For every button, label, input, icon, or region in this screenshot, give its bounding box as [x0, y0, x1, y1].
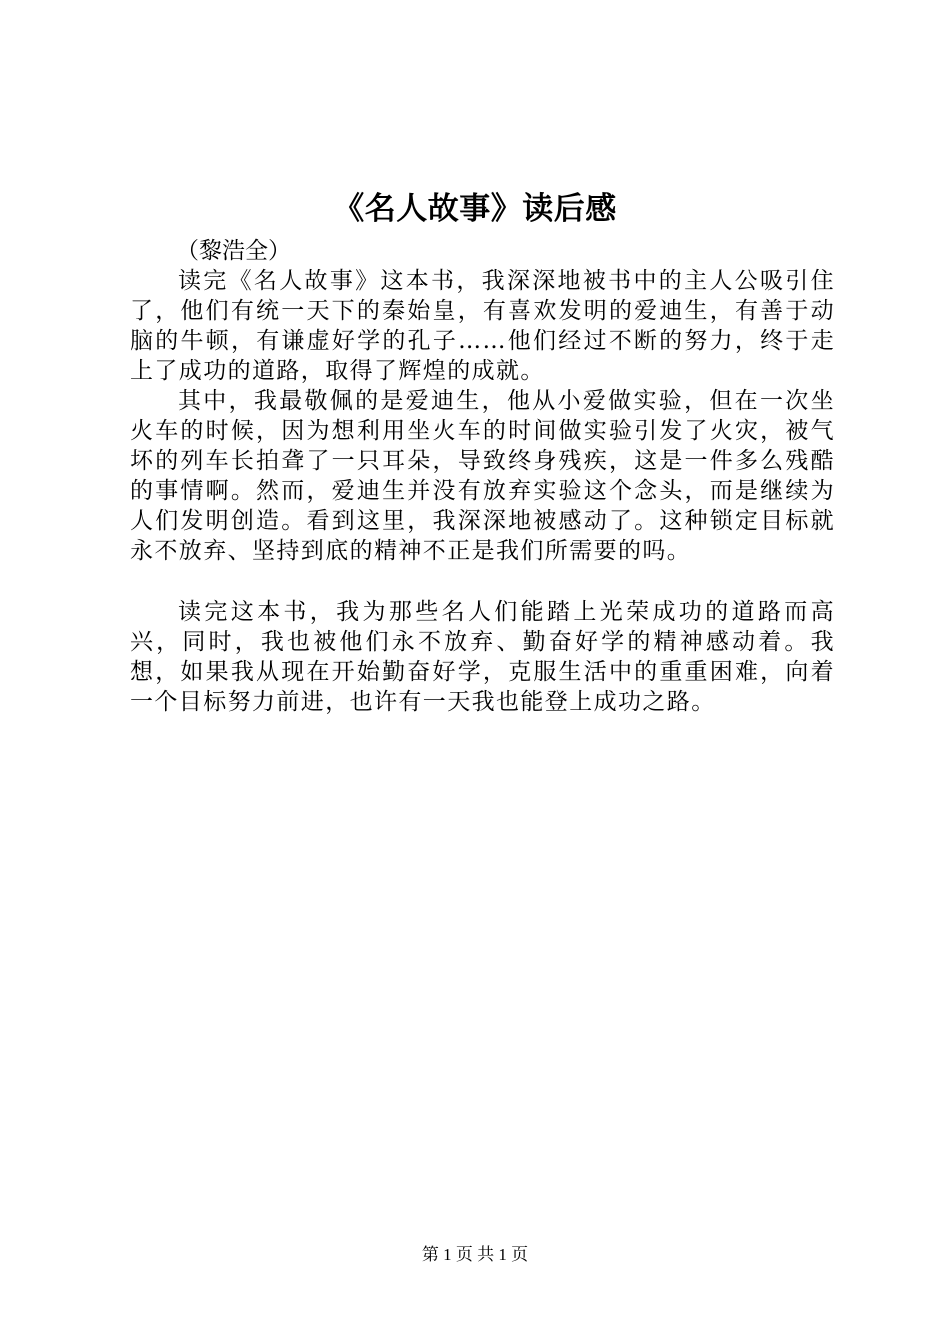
- page-number-footer: 第 1 页 共 1 页: [421, 1245, 529, 1264]
- author-line: （黎浩全）: [176, 238, 291, 264]
- document-body: [130, 236, 835, 717]
- paragraph-1: 读完《名人故事》这本书，我深深地被书中的主人公吸引住了，他们有统一天下的秦始皇，有喜欢发明的爱迪生，有善于动脑的牛顿，有谦虚好学的孔子……他们经过不断的努力，终于走上了成功的道路，取得了辉煌的成就。: [130, 268, 835, 384]
- document-title: 《名人故事》读后感: [333, 191, 617, 227]
- paragraph-2: 其中，我最敬佩的是爱迪生，他从小爱做实验，但在一次坐火车的时候，因为想利用坐火车的时间做实验引发了火灾，被气坏的列车长拍聋了一只耳朵，导致终身残疾，这是一件多么残酷的事情啊。然而，爱迪生并没有放弃实验这个念头，而是继续为人们发明创造。看到这里，我深深地被感动了。这种锁定目标就永不放弃、坚持到底的精神不正是我们所需要的吗。: [130, 388, 835, 564]
- paragraph-spacer: [130, 566, 835, 597]
- paragraph-3: 读完这本书，我为那些名人们能踏上光荣成功的道路而高兴，同时，我也被他们永不放弃、勤奋好学的精神感动着。我想，如果我从现在开始勤奋好学，克服生活中的重重困难，向着一个目标努力前进，也许有一天我也能登上成功之路。: [130, 599, 835, 715]
